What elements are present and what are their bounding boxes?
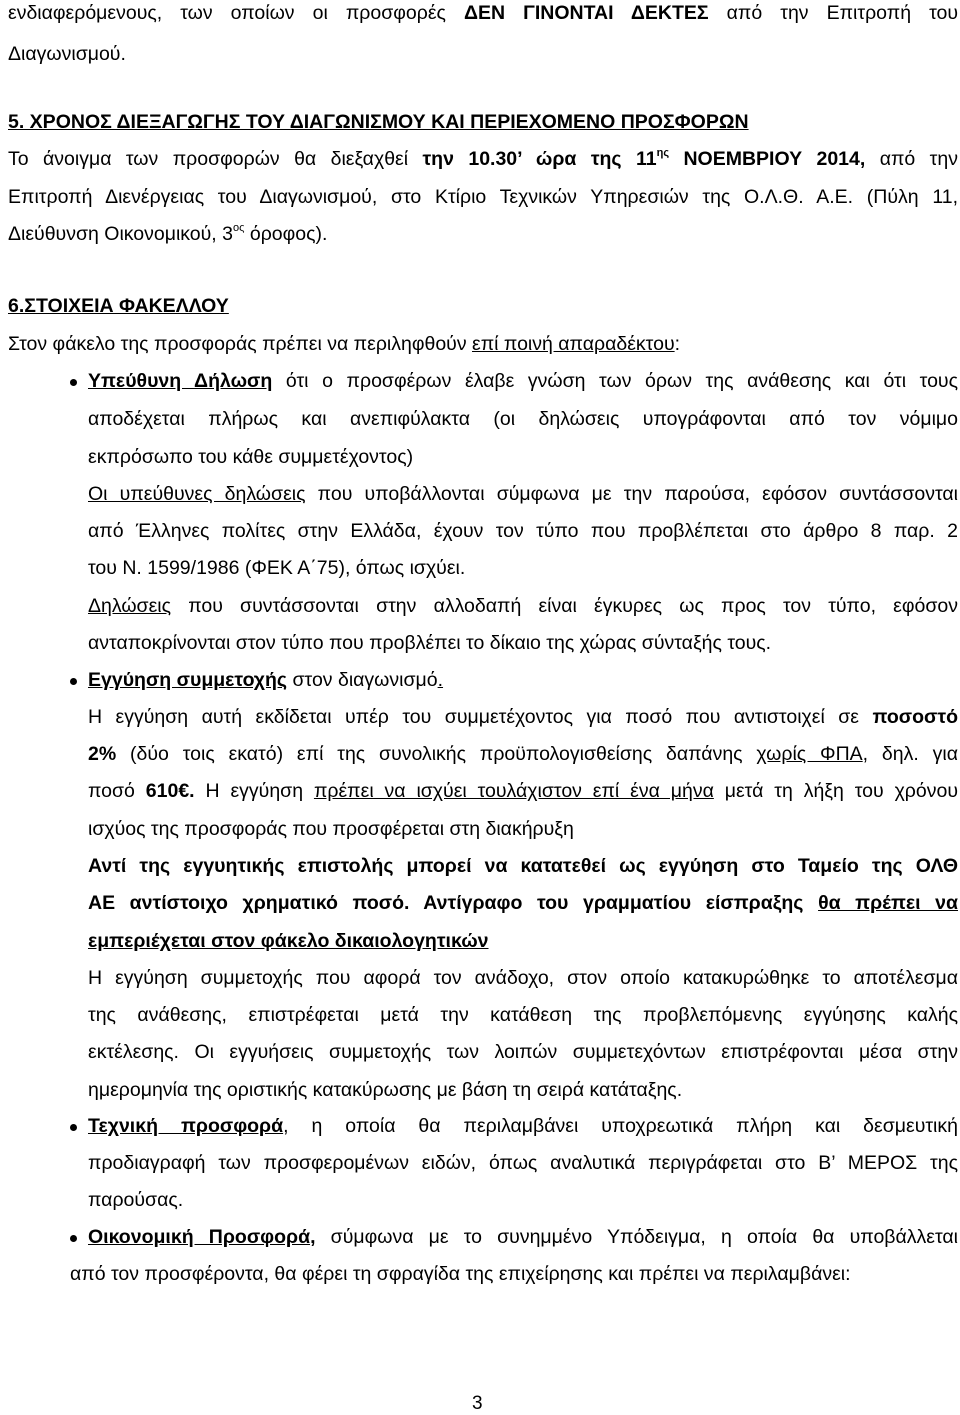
paragraph-line: ημερομηνία της οριστικής κατακύρωσης με βάση τη σειρά κατάταξης. [88,1079,683,1101]
paragraph-line: προδιαγραφή των προσφερομένων ειδών, όπως αναλυτικά περιγράφεται στο Β’ ΜΕΡΟΣ της [88,1152,958,1174]
paragraph-line: εμπεριέχεται στον φάκελο δικαιολογητικών [88,930,489,952]
list-item-line: Υπεύθυνη Δήλωση ότι ο προσφέρων έλαβε γνώση των όρων της ανάθεσης και ότι τους [88,370,958,392]
paragraph-line: Διαγωνισμού. [8,43,126,65]
paragraph-line: ανταποκρίνονται στον τύπο που προβλέπει το δίκαιο της χώρας σύνταξής τους. [88,632,772,654]
paragraph-line: ενδιαφερόμενους, των οποίων οι προσφορές ΔΕΝ ΓΙΝΟΝΤΑΙ ΔΕΚΤΕΣ από την Επιτροπή του [8,2,959,24]
paragraph-line: Δηλώσεις που συντάσσονται στην αλλοδαπή είναι έγκυρες ως προς τον τύπο, εφόσον [88,595,958,617]
paragraph-line: παρούσας. [88,1189,184,1211]
list-item-line: Εγγύηση συμμετοχής στον διαγωνισμό. [88,669,444,691]
paragraph-line: ισχύος της προσφοράς που προσφέρεται στη διακήρυξη [88,818,574,840]
paragraph-line: από Έλληνες πολίτες στην Ελλάδα, έχουν τον τύπο που προβλέπεται στο άρθρο 8 παρ. 2 [88,520,958,542]
bullet-icon [70,678,77,685]
page-number: 3 [472,1393,483,1414]
paragraph-line: 2% (δύο τοις εκατό) επί της συνολικής προϋπολογισθείσης δαπάνης χωρίς ΦΠΑ, δηλ. για [88,743,958,765]
bullet-icon [70,1235,77,1242]
bullet-icon [70,1124,77,1131]
section-6-heading: 6.ΣΤΟΙΧΕΙΑ ΦΑΚΕΛΛΟΥ [8,295,229,317]
paragraph-line: Αντί της εγγυητικής επιστολής μπορεί να κατατεθεί ως εγγύηση στο Ταμείο της ΟΛΘ [88,855,958,877]
paragraph-line: Στον φάκελο της προσφοράς πρέπει να περιληφθούν επί ποινή απαραδέκτου: [8,333,681,355]
paragraph-line: ΑΕ αντίστοιχο χρηματικό ποσό. Αντίγραφο του γραμματίου είσπραξης θα πρέπει να [88,892,959,914]
paragraph-line: ποσό 610€. Η εγγύηση πρέπει να ισχύει τουλάχιστον επί ένα μήνα μετά τη λήξη του χρόνου [88,780,958,802]
paragraph-line: Το άνοιγμα των προσφορών θα διεξαχθεί την 10.30’ ώρα της $11^{\eta\varsigma}$ ΝΟΕΜΒΡΙΟΥ 2014, από την [8,147,958,170]
paragraph-line: εκπρόσωπο του κάθε συμμετέχοντος) [88,446,414,468]
section-5-heading: 5. ΧΡΟΝΟΣ ΔΙΕΞΑΓΩΓΗΣ ΤΟΥ ΔΙΑΓΩΝΙΣΜΟΥ ΚΑΙ ΠΕΡΙΕΧΟΜΕΝΟ ΠΡΟΣΦΟΡΩΝ [8,111,749,133]
paragraph-line: Οι υπεύθυνες δηλώσεις που υποβάλλονται σύμφωνα με την παρούσα, εφόσον συντάσσονται [88,483,959,505]
paragraph-line: από τον προσφέροντα, θα φέρει τη σφραγίδα της επιχείρησης και πρέπει να περιλαμβάνει: [70,1263,851,1285]
paragraph-line: Επιτροπή Διενέργειας του Διαγωνισμού, στο Κτίριο Τεχνικών Υπηρεσιών της Ο.Λ.Θ. Α.Ε. (Πύλη 11, [8,186,958,208]
paragraph-line: εκτέλεσης. Οι εγγυήσεις συμμετοχής των λοιπών συμμετεχόντων επιστρέφονται μέσα στην [88,1041,958,1063]
list-item-line: Τεχνική προσφορά, η οποία θα περιλαμβάνει υποχρεωτικά πλήρη και δεσμευτική [88,1115,958,1137]
paragraph-line: Η εγγύηση συμμετοχής που αφορά τον ανάδοχο, στον οποίο κατακυρώθηκε το αποτέλεσμα [88,967,958,989]
paragraph-line: Διεύθυνση Οικονομικού, $3^{o\varsigma}$ όροφος). [8,222,328,245]
paragraph-line: της ανάθεσης, επιστρέφεται μετά την κατάθεση της προβλεπόμενης εγγύησης καλής [88,1004,958,1026]
paragraph-line: του Ν. 1599/1986 (ΦΕΚ Α΄75), όπως ισχύει. [88,557,466,579]
paragraph-line: Η εγγύηση αυτή εκδίδεται υπέρ του συμμετέχοντος για ποσό που αντιστοιχεί σε ποσοστό [88,706,958,728]
paragraph-line: αποδέχεται πλήρως και ανεπιφύλακτα (οι δηλώσεις υπογράφονται από τον νόμιμο [88,408,958,430]
bullet-icon [70,379,77,386]
list-item-line: Οικονομική Προσφορά, σύμφωνα με το συνημμένο Υπόδειγμα, η οποία θα υποβάλλεται [88,1226,959,1248]
